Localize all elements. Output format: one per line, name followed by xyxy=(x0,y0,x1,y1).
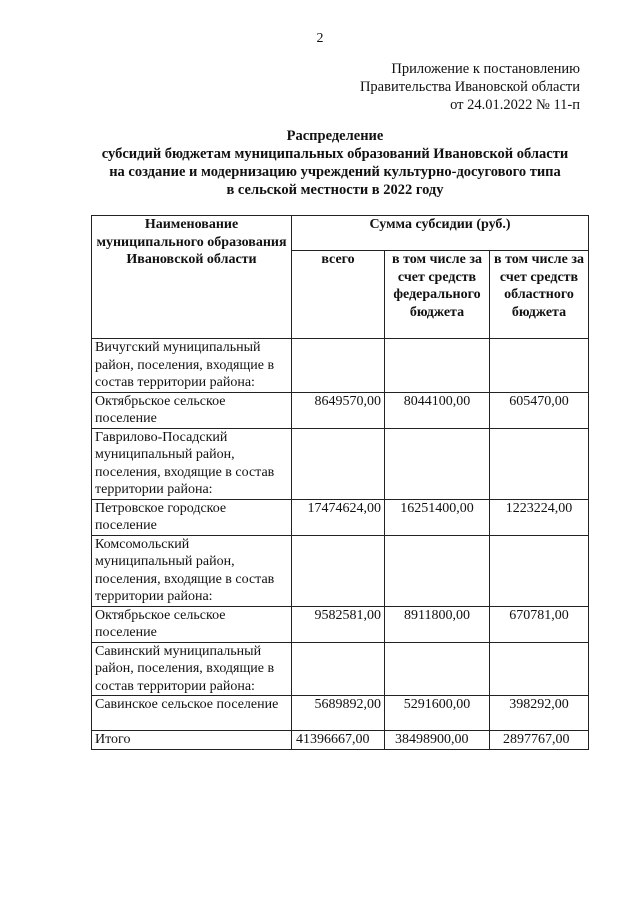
municipality-name: Октябрьское сельское поселение xyxy=(92,606,292,642)
municipality-name: Гаврилово-Посадский муниципальный район, поселения, входящие в состав территории района: xyxy=(92,428,292,499)
municipality-name: Петровское городское поселение xyxy=(92,499,292,535)
regional-amount: 398292,00 xyxy=(490,696,589,731)
grand-federal-amount: 38498900,00 xyxy=(385,731,490,750)
federal-amount xyxy=(385,535,490,606)
title-line: на создание и модернизацию учреждений культурно-досугового типа xyxy=(109,164,561,180)
total-amount xyxy=(292,642,385,696)
grand-regional-amount: 2897767,00 xyxy=(490,731,589,750)
regional-amount xyxy=(490,535,589,606)
table-row xyxy=(92,392,589,428)
appendix-line: Приложение к постановлению xyxy=(391,61,580,77)
appendix-note xyxy=(360,60,580,114)
federal-amount: 16251400,00 xyxy=(385,499,490,535)
federal-amount: 8911800,00 xyxy=(385,606,490,642)
federal-amount xyxy=(385,428,490,499)
regional-amount xyxy=(490,428,589,499)
municipality-name: Савинское сельское поселение xyxy=(92,696,292,731)
subsidy-table xyxy=(91,215,589,750)
appendix-line: от 24.01.2022 № 11-п xyxy=(450,97,580,113)
header-subsidy-sum: Сумма субсидии (руб.) xyxy=(292,216,589,251)
table-row xyxy=(92,696,589,731)
header-regional: в том числе за счет средств областного бюджета xyxy=(490,251,589,339)
regional-amount: 1223224,00 xyxy=(490,499,589,535)
title-line: субсидий бюджетам муниципальных образований Ивановской области xyxy=(101,146,569,162)
regional-amount: 605470,00 xyxy=(490,392,589,428)
municipality-name: Комсомольский муниципальный район, поселения, входящие в состав территории района: xyxy=(92,535,292,606)
total-amount: 17474624,00 xyxy=(292,499,385,535)
table-row xyxy=(92,642,589,696)
table-row xyxy=(92,339,589,393)
totals-row xyxy=(92,731,589,750)
total-amount: 8649570,00 xyxy=(292,392,385,428)
table-row xyxy=(92,499,589,535)
header-federal: в том числе за счет средств федерального бюджета xyxy=(385,251,490,339)
total-amount xyxy=(292,339,385,393)
table-row xyxy=(92,428,589,499)
federal-amount: 8044100,00 xyxy=(385,392,490,428)
regional-amount xyxy=(490,339,589,393)
table-row xyxy=(92,606,589,642)
page-number: 2 xyxy=(316,31,324,46)
header-total: всего xyxy=(292,251,385,339)
title-line: Распределение xyxy=(286,128,384,144)
totals-label: Итого xyxy=(92,731,292,750)
municipality-name: Савинский муниципальный район, поселения, входящие в состав территории района: xyxy=(92,642,292,696)
document-title xyxy=(70,127,600,199)
header-municipality: Наименование муниципального образования Ивановской области xyxy=(92,216,292,339)
regional-amount: 670781,00 xyxy=(490,606,589,642)
regional-amount xyxy=(490,642,589,696)
appendix-line: Правительства Ивановской области xyxy=(359,79,580,95)
federal-amount xyxy=(385,642,490,696)
total-amount: 9582581,00 xyxy=(292,606,385,642)
total-amount: 5689892,00 xyxy=(292,696,385,731)
table-row xyxy=(92,535,589,606)
federal-amount xyxy=(385,339,490,393)
total-amount xyxy=(292,428,385,499)
federal-amount: 5291600,00 xyxy=(385,696,490,731)
total-amount xyxy=(292,535,385,606)
municipality-name: Октябрьское сельское поселение xyxy=(92,392,292,428)
grand-total-amount: 41396667,00 xyxy=(292,731,385,750)
municipality-name: Вичугский муниципальный район, поселения, входящие в состав территории района: xyxy=(92,339,292,393)
title-line: в сельской местности в 2022 году xyxy=(226,182,444,198)
